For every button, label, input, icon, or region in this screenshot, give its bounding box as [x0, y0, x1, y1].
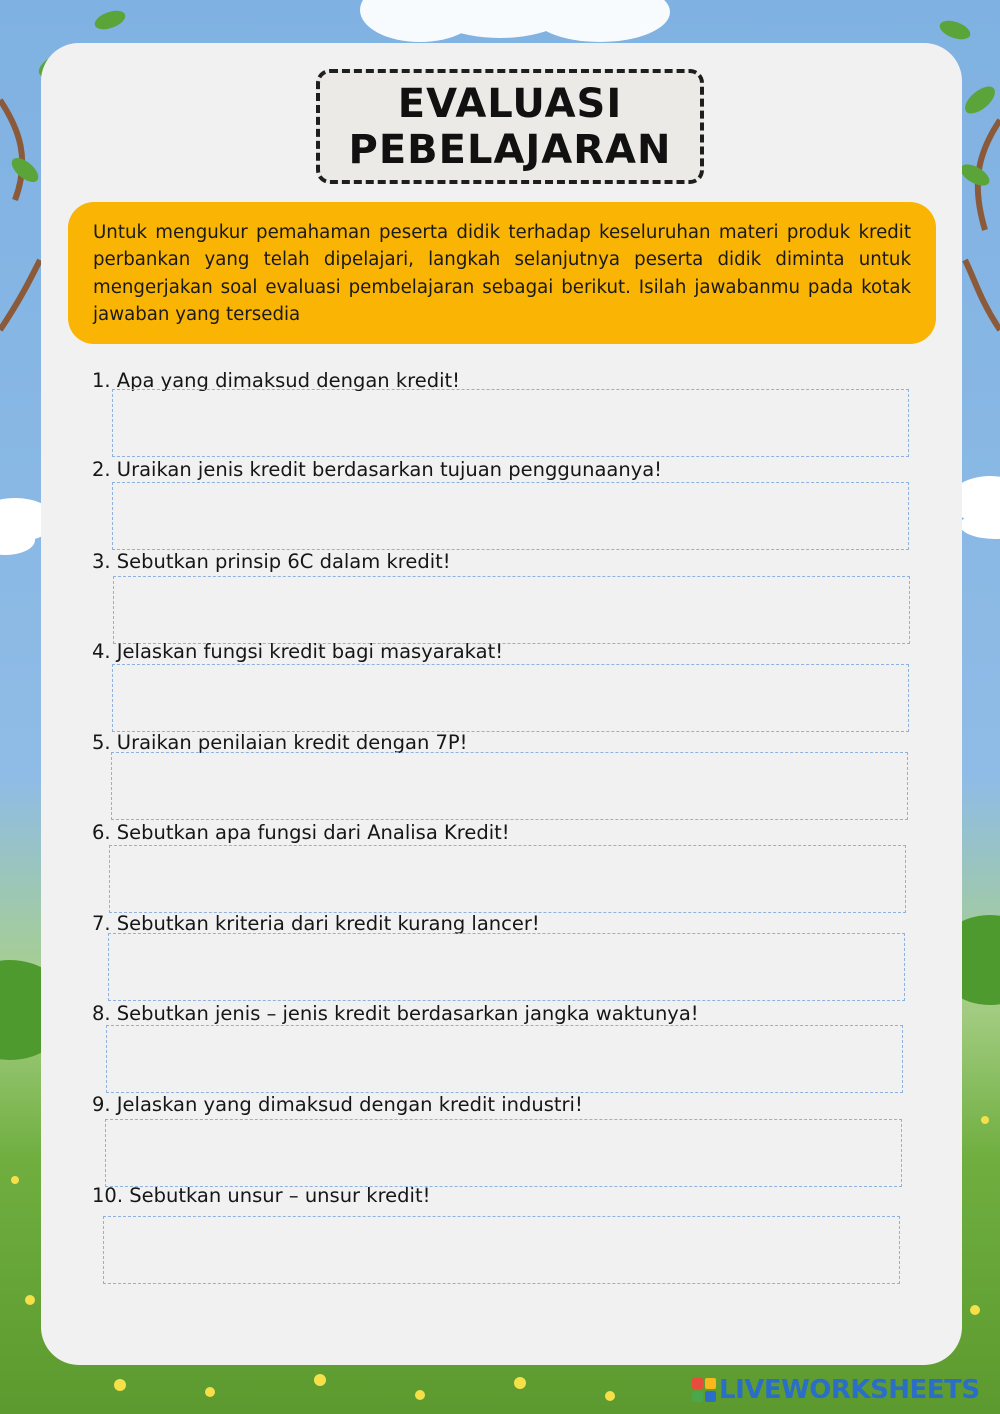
question-10: 10. Sebutkan unsur – unsur kredit! — [92, 1184, 431, 1207]
answer-box-5[interactable] — [111, 752, 908, 820]
title-line-2: PEBELAJARAN — [348, 126, 672, 173]
answer-box-8[interactable] — [106, 1025, 903, 1093]
branch-left — [0, 100, 40, 330]
question-9: 9. Jelaskan yang dimaksud dengan kredit industri! — [92, 1093, 583, 1116]
answer-box-1[interactable] — [112, 389, 909, 457]
logo-square-green — [692, 1391, 703, 1402]
answer-box-4[interactable] — [112, 664, 909, 732]
question-7: 7. Sebutkan kriteria dari kredit kurang lancer! — [92, 912, 540, 935]
question-4: 4. Jelaskan fungsi kredit bagi masyarakat! — [92, 640, 504, 663]
question-2: 2. Uraikan jenis kredit berdasarkan tujuan penggunaanya! — [92, 458, 663, 481]
cloud-top — [360, 0, 670, 42]
intro-instructions: Untuk mengukur pemahaman peserta didik terhadap keseluruhan materi produk kredit perbankan yang telah dipelajari, langkah selanjutnya peserta didik diminta untuk mengerjakan soal evaluasi pembelajaran sebagai berikut. Isilah jawabanmu pada kotak jawaban yang tersedia — [68, 202, 936, 344]
brand-text: LIVEWORKSHEETS — [719, 1375, 980, 1405]
logo-square-yellow — [705, 1378, 716, 1389]
answer-box-10[interactable] — [103, 1216, 900, 1284]
branch-right — [965, 120, 1000, 330]
question-8: 8. Sebutkan jenis – jenis kredit berdasarkan jangka waktunya! — [92, 1002, 699, 1025]
answer-box-6[interactable] — [109, 845, 906, 913]
liveworksheets-logo-icon — [692, 1378, 716, 1402]
question-5: 5. Uraikan penilaian kredit dengan 7P! — [92, 731, 468, 754]
question-1: 1. Apa yang dimaksud dengan kredit! — [92, 369, 460, 392]
question-3: 3. Sebutkan prinsip 6C dalam kredit! — [92, 550, 451, 573]
answer-box-7[interactable] — [108, 933, 905, 1001]
logo-square-blue — [705, 1391, 716, 1402]
title-line-1: EVALUASI — [397, 80, 623, 127]
logo-square-red — [692, 1378, 703, 1389]
liveworksheets-brand[interactable] — [692, 1374, 980, 1406]
answer-box-2[interactable] — [112, 482, 909, 550]
answer-box-9[interactable] — [105, 1119, 902, 1187]
question-6: 6. Sebutkan apa fungsi dari Analisa Kredit! — [92, 821, 510, 844]
answer-box-3[interactable] — [113, 576, 910, 644]
title-box — [316, 69, 704, 184]
